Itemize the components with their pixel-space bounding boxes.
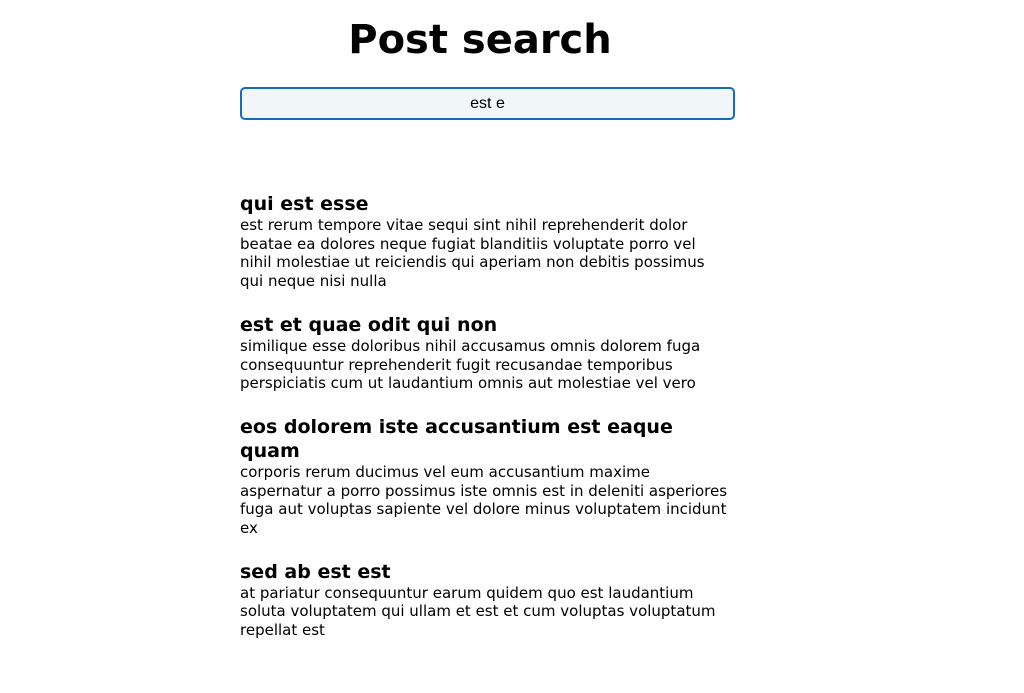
post-title: sed ab est est	[240, 560, 391, 583]
post-body: at pariatur consequuntur earum quidem quo est laudantium soluta voluptatem qui ullam et est et cum voluptas voluptatum repellat est	[240, 583, 716, 640]
search-input[interactable]	[240, 87, 735, 120]
post-title: eos dolorem iste accusantium est eaque quam	[240, 415, 673, 462]
post-results-list	[240, 192, 730, 662]
post-item	[240, 415, 730, 538]
post-item	[240, 192, 730, 291]
post-item	[240, 313, 730, 393]
post-body: est rerum tempore vitae sequi sint nihil reprehenderit dolor beatae ea dolores neque fugiat blanditiis voluptate porro vel nihil molestiae ut reiciendis qui aperiam non debitis possimus qui neque nisi nulla	[240, 216, 705, 291]
post-title: qui est esse	[240, 193, 369, 215]
post-body: corporis rerum ducimus vel eum accusantium maxime aspernatur a porro possimus iste omnis est in deleniti asperiores fuga aut voluptas sapiente vel dolore minus voluptatem incidunt ex	[240, 462, 728, 538]
post-item	[240, 560, 730, 640]
page-title: Post search	[348, 17, 612, 63]
post-body: similique esse doloribus nihil accusamus omnis dolorem fuga consequuntur reprehenderit fugit recusandae temporibus perspiciatis cum ut laudantium omnis aut molestiae vel vero	[240, 336, 701, 393]
post-title: est et quae odit qui non	[240, 313, 498, 336]
search-bar	[240, 87, 735, 120]
